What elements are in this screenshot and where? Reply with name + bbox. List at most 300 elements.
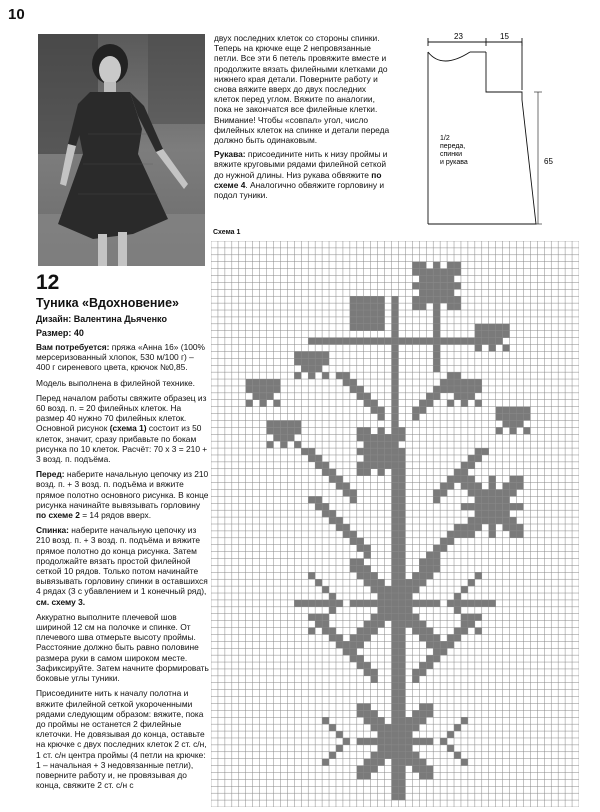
filled-cell [523,427,530,434]
filled-cell [392,434,399,441]
filled-cell [308,351,315,358]
filled-cell [433,655,440,662]
filled-cell [322,614,329,621]
filled-cell [475,524,482,531]
filled-cell [496,331,503,338]
filled-cell [378,407,385,414]
filled-cell [426,269,433,276]
filled-cell [322,621,329,628]
filled-cell [398,648,405,655]
filled-cell [364,317,371,324]
filled-cell [322,351,329,358]
filled-cell [398,779,405,786]
filled-cell [392,310,399,317]
filled-cell [517,420,524,427]
filled-cell [482,517,489,524]
filled-cell [412,303,419,310]
filled-cell [426,710,433,717]
filled-cell [510,414,517,421]
filled-cell [419,276,426,283]
filled-cell [398,766,405,773]
filled-cell [398,600,405,607]
filled-cell [489,496,496,503]
filled-cell [253,393,260,400]
filled-cell [482,510,489,517]
filled-cell [246,379,253,386]
filled-cell [398,628,405,635]
filled-cell [426,393,433,400]
filled-cell [433,338,440,345]
filled-cell [371,759,378,766]
filled-cell [440,338,447,345]
filled-cell [392,759,399,766]
filled-cell [454,469,461,476]
front-section: Перед: наберите начальную цепочку из 210 возд. п. + 3 возд. п. подъёма и вяжите прямое полотно основного рисунка. В конце рисунка начинайте вывязывать горловину по схеме 2 = 14 рядов вверх. [36,469,209,521]
filled-cell [412,600,419,607]
filled-cell [392,710,399,717]
filled-cell [371,586,378,593]
filled-cell [447,400,454,407]
filled-cell [419,621,426,628]
filled-cell [398,483,405,490]
filled-cell [398,724,405,731]
filled-cell [385,448,392,455]
dim-side: 65 [544,157,553,166]
filled-cell [412,572,419,579]
filled-cell [447,303,454,310]
filled-cell [364,703,371,710]
filled-cell [357,296,364,303]
filled-cell [398,565,405,572]
filled-cell [357,655,364,662]
filled-cell [315,365,322,372]
filled-cell [405,593,412,600]
filled-cell [489,600,496,607]
filled-cell [398,510,405,517]
filled-cell [398,731,405,738]
filled-cell [315,496,322,503]
filled-cell [392,393,399,400]
filled-cell [343,489,350,496]
filled-cell [343,648,350,655]
filled-cell [475,489,482,496]
filled-cell [294,372,301,379]
filled-cell [371,441,378,448]
filled-cell [475,572,482,579]
filled-cell [517,476,524,483]
filled-cell [301,448,308,455]
filled-cell [454,386,461,393]
filled-cell [447,483,454,490]
filled-cell [315,338,322,345]
filled-cell [392,400,399,407]
filled-cell [364,545,371,552]
filled-cell [315,579,322,586]
filled-cell [426,559,433,566]
filled-cell [405,724,412,731]
filled-cell [447,282,454,289]
filled-cell [308,455,315,462]
filled-cell [503,489,510,496]
filled-cell [510,407,517,414]
filled-cell [398,552,405,559]
filled-cell [468,455,475,462]
filled-cell [489,338,496,345]
filled-cell [322,462,329,469]
filled-cell [468,524,475,531]
filled-cell [398,503,405,510]
filled-cell [357,703,364,710]
continuation: двух последних клеток со стороны спинки. Теперь на крючке еще 2 непровязанные петли. Все эти 6 петель провяжите вместе и продолжите вязать филейными клетками до нижнего края детали. Поверните работу и снова вяжите вверх до двух последних клеток перед углом. Вяжите по аналогии, пока не закончатся все филейные клетки. Внимание! Чтобы «совпал» угол, число филейных клеток на спинке и детали переда должно быть одинаковым. [214,33,390,146]
filled-cell [371,317,378,324]
filled-cell [419,282,426,289]
filled-cell [468,379,475,386]
filled-cell [392,752,399,759]
filled-cell [489,483,496,490]
filled-cell [260,400,267,407]
filled-cell [454,296,461,303]
filled-cell [392,303,399,310]
filled-cell [336,476,343,483]
filled-cell [371,752,378,759]
filled-cell [412,628,419,635]
filled-cell [357,393,364,400]
filled-cell [253,386,260,393]
filled-cell [392,524,399,531]
filled-cell [378,586,385,593]
filled-cell [378,317,385,324]
filled-cell [482,331,489,338]
filled-cell [475,503,482,510]
filled-cell [357,565,364,572]
filled-cell [267,386,274,393]
filled-cell [468,338,475,345]
filled-cell [412,717,419,724]
filled-cell [371,621,378,628]
filled-cell [433,386,440,393]
filled-cell [433,496,440,503]
filled-cell [454,282,461,289]
filled-cell [433,310,440,317]
designer: Дизайн: Валентина Дьяченко [36,314,167,324]
filled-cell [426,565,433,572]
filled-cell [308,572,315,579]
filled-cell [371,579,378,586]
filled-cell [392,683,399,690]
filled-cell [336,745,343,752]
filled-cell [412,262,419,269]
filled-cell [329,469,336,476]
filled-cell [392,324,399,331]
filled-cell [447,731,454,738]
filled-cell [308,614,315,621]
filled-cell [475,496,482,503]
filled-cell [461,614,468,621]
filled-cell [260,386,267,393]
filled-cell [371,676,378,683]
filled-cell [475,400,482,407]
filled-cell [371,614,378,621]
filled-cell [398,434,405,441]
filled-cell [385,607,392,614]
filled-cell [489,345,496,352]
filled-cell [267,427,274,434]
filled-cell [398,469,405,476]
filled-cell [496,503,503,510]
filled-cell [426,772,433,779]
filled-cell [433,269,440,276]
filled-cell [371,434,378,441]
filled-cell [392,793,399,800]
filled-cell [398,641,405,648]
filled-cell [517,524,524,531]
filled-cell [357,427,364,434]
filled-cell [447,531,454,538]
filled-cell [322,372,329,379]
filled-cell [426,655,433,662]
filled-cell [419,269,426,276]
filled-cell [343,531,350,538]
filled-cell [357,559,364,566]
filled-cell [357,641,364,648]
filled-cell [405,759,412,766]
filled-cell [398,455,405,462]
filled-cell [496,407,503,414]
filled-cell [489,324,496,331]
filled-cell [364,427,371,434]
filled-cell [405,579,412,586]
filled-cell [440,296,447,303]
filled-cell [426,628,433,635]
filled-cell [440,386,447,393]
filled-cell [392,407,399,414]
filled-cell [433,317,440,324]
filled-cell [517,483,524,490]
filled-cell [517,503,524,510]
filled-cell [447,269,454,276]
filled-cell [489,476,496,483]
filled-cell [267,393,274,400]
filled-cell [294,441,301,448]
filled-cell [461,469,468,476]
filled-cell [461,483,468,490]
filled-cell [412,759,419,766]
filled-cell [468,483,475,490]
filled-cell [364,669,371,676]
filled-cell [392,662,399,669]
filled-cell [385,738,392,745]
filled-cell [475,331,482,338]
filled-cell [440,648,447,655]
filled-cell [461,400,468,407]
filled-cell [468,621,475,628]
filled-cell [378,738,385,745]
filled-cell [322,358,329,365]
filled-cell [468,503,475,510]
filled-cell [378,731,385,738]
filled-cell [246,386,253,393]
filled-cell [412,669,419,676]
filled-cell [454,634,461,641]
filled-cell [447,262,454,269]
filled-cell [468,600,475,607]
filled-cell [398,655,405,662]
pattern-title: Туника «Вдохновение» [36,296,180,310]
filled-cell [364,738,371,745]
continued-instructions [214,33,392,204]
filled-cell [461,524,468,531]
filled-cell [412,282,419,289]
filled-cell [336,600,343,607]
filled-cell [392,503,399,510]
filled-cell [461,338,468,345]
filled-cell [412,407,419,414]
filled-cell [385,731,392,738]
filled-cell [398,676,405,683]
filled-cell [336,338,343,345]
filled-cell [392,565,399,572]
filled-cell [503,414,510,421]
filled-cell [392,655,399,662]
filled-cell [378,717,385,724]
filled-cell [392,427,399,434]
filled-cell [392,772,399,779]
filled-cell [398,559,405,566]
filled-cell [371,303,378,310]
filled-cell [461,586,468,593]
filled-cell [301,600,308,607]
filled-cell [419,628,426,635]
filled-cell [315,614,322,621]
filled-cell [440,379,447,386]
filled-cell [503,420,510,427]
filled-cell [405,614,412,621]
filled-cell [426,634,433,641]
filled-cell [392,489,399,496]
filled-cell [336,731,343,738]
filled-cell [419,759,426,766]
filled-cell [371,448,378,455]
filled-cell [371,338,378,345]
filled-cell [260,379,267,386]
filled-cell [419,572,426,579]
diagram-label-1: 1/2 [440,135,450,142]
filled-cell [357,338,364,345]
filled-cell [392,372,399,379]
filled-cell [419,669,426,676]
filled-cell [426,600,433,607]
filled-cell [398,462,405,469]
filled-cell [412,738,419,745]
filled-cell [398,427,405,434]
filled-cell [371,572,378,579]
filled-cell [461,621,468,628]
filled-cell [364,772,371,779]
filled-cell [392,517,399,524]
diagram-label-3: спинки [440,151,463,158]
filled-cell [357,662,364,669]
filled-cell [350,317,357,324]
filled-cell [398,448,405,455]
filled-cell [412,710,419,717]
filled-cell [454,262,461,269]
side-section: Присоедините нить к началу полотна и вяжите филейной сеткой укороченными рядами следующим образом: вяжите, пока до проймы не останется 2 филейные клеточки. Не довязывая до конца, оставьте на крючке с двух последних клеток 2 ст. с/н, 1 ст. с/н центра проймы (4 петли на крючке: 1 – начальная + 3 недовязанные петли), поверните работу и, не провязывая до конца, свяжите 2 ст. с/н с [36,688,207,791]
filled-cell [468,579,475,586]
filled-cell [398,621,405,628]
filled-cell [419,296,426,303]
filled-cell [440,538,447,545]
filled-cell [475,483,482,490]
filled-cell [433,552,440,559]
filled-cell [398,538,405,545]
filled-cell [482,448,489,455]
filled-cell [433,289,440,296]
filled-cell [294,358,301,365]
filled-cell [482,496,489,503]
filled-cell [454,476,461,483]
filled-cell [357,772,364,779]
filled-cell [392,476,399,483]
filled-cell [419,400,426,407]
filled-cell [398,717,405,724]
filled-cell [440,289,447,296]
filled-cell [392,634,399,641]
filled-cell [398,614,405,621]
filled-cell [329,724,336,731]
filled-cell [398,745,405,752]
filled-cell [426,738,433,745]
filled-cell [482,489,489,496]
filled-cell [482,503,489,510]
filled-cell [392,745,399,752]
filled-cell [412,414,419,421]
filled-cell [392,628,399,635]
filled-cell [412,579,419,586]
filled-cell [364,621,371,628]
filled-cell [482,324,489,331]
filled-cell [440,276,447,283]
filled-cell [433,648,440,655]
filled-cell [378,338,385,345]
filled-cell [287,427,294,434]
filled-cell [357,634,364,641]
filled-cell [461,628,468,635]
filled-cell [329,628,336,635]
filled-cell [510,489,517,496]
filled-cell [371,407,378,414]
filled-cell [350,641,357,648]
dim-top-right: 15 [500,32,509,41]
filled-cell [378,607,385,614]
filled-cell [267,441,274,448]
filled-cell [357,469,364,476]
filled-cell [461,476,468,483]
filled-cell [357,310,364,317]
filled-cell [510,524,517,531]
filled-cell [503,496,510,503]
filled-cell [398,738,405,745]
filled-cell [426,338,433,345]
filled-cell [378,621,385,628]
filled-cell [398,476,405,483]
filled-cell [419,772,426,779]
filled-cell [405,338,412,345]
filled-cell [482,600,489,607]
diagram-label-4: и рукава [440,159,468,166]
filled-cell [315,600,322,607]
filled-cell [392,607,399,614]
filled-cell [322,503,329,510]
